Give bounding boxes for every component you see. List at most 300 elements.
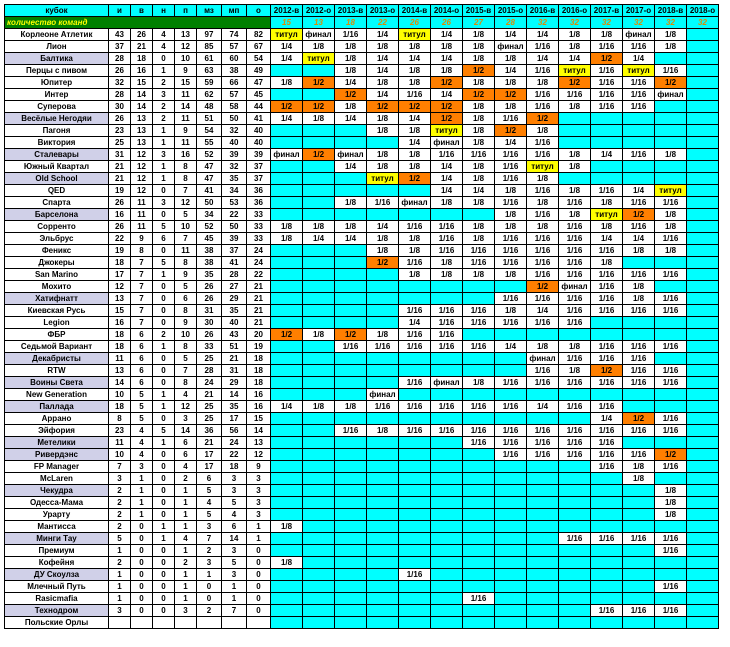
stat-cell: 15	[109, 305, 131, 317]
season-result-cell	[367, 461, 399, 473]
stat-cell: 58	[222, 101, 247, 113]
stat-cell: 9	[247, 461, 271, 473]
stat-cell: 1	[131, 509, 153, 521]
season-result-cell: 1/8	[623, 293, 655, 305]
season-result-cell: 1/16	[527, 317, 559, 329]
season-result-cell	[687, 437, 719, 449]
season-result-cell	[687, 317, 719, 329]
stat-cell: 21	[109, 173, 131, 185]
season-result-cell: 1/16	[591, 425, 623, 437]
season-result-cell	[271, 305, 303, 317]
season-result-cell: 1/16	[559, 533, 591, 545]
season-result-cell	[431, 593, 463, 605]
stat-cell: 26	[109, 65, 131, 77]
stat-cell: 45	[197, 233, 222, 245]
season-result-cell: 1/4	[399, 317, 431, 329]
stat-cell: 7	[175, 365, 197, 377]
season-result-cell	[687, 617, 719, 629]
season-result-cell: титул	[367, 173, 399, 185]
season-result-cell	[527, 473, 559, 485]
season-result-cell: 1/16	[655, 341, 687, 353]
stat-cell: 14	[222, 533, 247, 545]
season-result-cell	[655, 317, 687, 329]
stat-cell: 3	[222, 545, 247, 557]
season-result-cell: 1/8	[335, 101, 367, 113]
team-name: Мантисса	[5, 521, 109, 533]
season-result-cell	[655, 125, 687, 137]
season-result-cell: 1/16	[591, 605, 623, 617]
stat-cell: 1	[222, 581, 247, 593]
table-row	[5, 533, 719, 545]
stat-cell: 13	[131, 125, 153, 137]
season-result-cell: 1/16	[591, 65, 623, 77]
stat-cell: 8	[175, 341, 197, 353]
stat-cell: 5	[197, 485, 222, 497]
season-result-cell: 1/16	[527, 449, 559, 461]
table-row	[5, 425, 719, 437]
season-result-cell	[687, 305, 719, 317]
season-result-cell	[655, 101, 687, 113]
season-result-cell	[623, 569, 655, 581]
season-result-cell: 1/16	[335, 425, 367, 437]
season-result-cell	[527, 329, 559, 341]
season-result-cell: 1/16	[399, 401, 431, 413]
season-result-cell: титул	[527, 161, 559, 173]
stat-cell: 67	[247, 41, 271, 53]
season-result-cell: финал	[527, 353, 559, 365]
stat-cell: 8	[175, 377, 197, 389]
season-result-cell	[431, 569, 463, 581]
table-row	[5, 137, 719, 149]
season-result-cell	[463, 509, 495, 521]
stat-cell: 12	[131, 173, 153, 185]
season-result-cell: 1/8	[335, 197, 367, 209]
season-result-cell: 1/16	[463, 305, 495, 317]
season-result-cell	[271, 257, 303, 269]
season-result-cell: 1/16	[399, 377, 431, 389]
season-result-cell	[303, 497, 335, 509]
stat-cell: 11	[175, 113, 197, 125]
season-result-cell: 1/8	[559, 209, 591, 221]
season-result-cell: 1/16	[495, 173, 527, 185]
season-result-cell	[303, 89, 335, 101]
season-result-cell	[559, 605, 591, 617]
stat-cell: 26	[131, 29, 153, 41]
stat-cell: 12	[131, 149, 153, 161]
stat-cell	[247, 617, 271, 629]
table-row	[5, 509, 719, 521]
season-result-cell: финал	[367, 389, 399, 401]
season-result-cell	[623, 317, 655, 329]
season-result-cell	[623, 437, 655, 449]
stat-cell: 1	[153, 65, 175, 77]
season-result-cell	[367, 137, 399, 149]
season-result-cell: 1/16	[591, 101, 623, 113]
team-name: Суперова	[5, 101, 109, 113]
season-result-cell: 1/8	[399, 149, 431, 161]
season-result-cell	[335, 461, 367, 473]
season-result-cell: 1/4	[431, 185, 463, 197]
season-result-cell: 1/8	[623, 461, 655, 473]
season-result-cell	[655, 521, 687, 533]
season-result-cell	[367, 377, 399, 389]
season-result-cell	[687, 497, 719, 509]
season-result-cell: титул	[591, 209, 623, 221]
season-result-cell: 1/8	[335, 65, 367, 77]
season-result-cell: 1/8	[591, 221, 623, 233]
season-result-cell: 1/4	[335, 233, 367, 245]
stat-cell: 19	[109, 245, 131, 257]
season-result-cell: 1/16	[591, 341, 623, 353]
stat-cell: 1	[153, 341, 175, 353]
season-result-cell	[367, 209, 399, 221]
season-result-cell: 1/16	[591, 185, 623, 197]
season-result-cell	[495, 413, 527, 425]
season-result-cell	[335, 473, 367, 485]
stat-cell: 7	[131, 257, 153, 269]
stat-cell: 35	[222, 401, 247, 413]
season-result-cell: 1/16	[463, 425, 495, 437]
table-row	[5, 317, 719, 329]
column-header: 2012-в	[271, 5, 303, 17]
season-result-cell	[687, 353, 719, 365]
season-result-cell	[591, 545, 623, 557]
season-result-cell: 1/8	[495, 305, 527, 317]
season-result-cell: титул	[271, 29, 303, 41]
stat-cell: 3	[197, 521, 222, 533]
stat-cell: 22	[222, 209, 247, 221]
stat-cell: 1	[222, 593, 247, 605]
season-result-cell: 1/8	[591, 197, 623, 209]
season-result-cell	[591, 329, 623, 341]
season-result-cell	[655, 173, 687, 185]
season-result-cell: 1/2	[303, 77, 335, 89]
season-result-cell	[559, 593, 591, 605]
season-result-cell	[431, 449, 463, 461]
season-result-cell	[303, 485, 335, 497]
season-result-cell: 1/8	[399, 41, 431, 53]
season-result-cell	[399, 509, 431, 521]
season-result-cell: 1/16	[527, 365, 559, 377]
stat-cell: 25	[197, 353, 222, 365]
season-result-cell	[271, 497, 303, 509]
season-result-cell: 1/8	[495, 269, 527, 281]
season-result-cell	[623, 521, 655, 533]
season-result-cell: 1/16	[655, 197, 687, 209]
stat-cell: 11	[131, 209, 153, 221]
stat-cell: 10	[109, 389, 131, 401]
season-result-cell	[271, 581, 303, 593]
season-result-cell	[271, 317, 303, 329]
season-result-cell: 1/8	[655, 485, 687, 497]
season-result-cell: 1/8	[303, 41, 335, 53]
season-result-cell: 1/4	[431, 173, 463, 185]
season-result-cell: 1/8	[399, 233, 431, 245]
column-header: н	[153, 5, 175, 17]
team-name: RTW	[5, 365, 109, 377]
season-result-cell: 1/2	[431, 113, 463, 125]
stat-cell: 28	[109, 53, 131, 65]
team-name: Премиум	[5, 545, 109, 557]
season-result-cell	[591, 521, 623, 533]
season-result-cell: 1/8	[463, 41, 495, 53]
season-result-cell	[271, 617, 303, 629]
season-result-cell	[303, 137, 335, 149]
season-result-cell: 1/4	[399, 53, 431, 65]
season-result-cell	[399, 485, 431, 497]
season-result-cell: 1/16	[623, 449, 655, 461]
season-result-cell	[655, 437, 687, 449]
team-name: Кофейня	[5, 557, 109, 569]
season-result-cell	[399, 209, 431, 221]
season-result-cell	[303, 293, 335, 305]
stat-cell: 1	[153, 389, 175, 401]
season-result-cell	[463, 533, 495, 545]
season-result-cell: 1/4	[431, 89, 463, 101]
stat-cell: 3	[222, 485, 247, 497]
season-result-cell	[303, 317, 335, 329]
stat-cell: 37	[222, 245, 247, 257]
stat-cell: 13	[131, 137, 153, 149]
season-result-cell	[399, 281, 431, 293]
season-result-cell	[463, 521, 495, 533]
stat-cell: 1	[247, 521, 271, 533]
stat-cell: 8	[131, 245, 153, 257]
stat-cell: 1	[175, 593, 197, 605]
season-result-cell	[335, 125, 367, 137]
season-result-cell: 1/8	[463, 161, 495, 173]
table-row	[5, 365, 719, 377]
season-result-cell	[687, 461, 719, 473]
season-result-cell: 1/16	[527, 149, 559, 161]
season-result-cell: 1/16	[591, 89, 623, 101]
column-header: о	[247, 5, 271, 17]
stat-cell: 5	[175, 353, 197, 365]
season-result-cell: 1/8	[463, 53, 495, 65]
stat-cell: 51	[222, 341, 247, 353]
season-result-cell: 1/16	[527, 257, 559, 269]
season-result-cell: 1/16	[559, 425, 591, 437]
season-result-cell: 1/8	[367, 425, 399, 437]
stat-cell: 14	[175, 425, 197, 437]
stat-cell: 9	[175, 317, 197, 329]
season-result-cell: 1/8	[399, 245, 431, 257]
stat-cell: 26	[197, 293, 222, 305]
stat-cell: 1	[153, 125, 175, 137]
season-result-cell	[303, 365, 335, 377]
stat-cell: 35	[197, 269, 222, 281]
stat-cell: 0	[153, 449, 175, 461]
season-result-cell: 1/16	[559, 305, 591, 317]
season-result-cell: 1/8	[495, 53, 527, 65]
team-name: Лион	[5, 41, 109, 53]
stat-cell: 5	[131, 389, 153, 401]
stat-cell: 50	[197, 197, 222, 209]
stat-cell: 6	[175, 437, 197, 449]
stat-cell: 50	[222, 221, 247, 233]
season-result-cell: финал	[431, 137, 463, 149]
season-result-cell: 1/8	[335, 401, 367, 413]
season-result-cell	[271, 173, 303, 185]
season-result-cell: 1/8	[271, 557, 303, 569]
season-result-cell: 1/8	[367, 125, 399, 137]
season-result-cell	[559, 545, 591, 557]
season-result-cell: 1/16	[655, 425, 687, 437]
season-result-cell: 1/8	[303, 401, 335, 413]
season-result-cell: 1/2	[495, 125, 527, 137]
stat-cell: 0	[131, 569, 153, 581]
team-name: Весёлые Негодяи	[5, 113, 109, 125]
stat-cell: 2	[109, 485, 131, 497]
season-result-cell	[367, 533, 399, 545]
stat-cell: 39	[222, 233, 247, 245]
season-result-cell	[495, 329, 527, 341]
stat-cell: 1	[153, 533, 175, 545]
team-name: Барселона	[5, 209, 109, 221]
team-count-cell: 22	[367, 17, 399, 29]
season-result-cell: 1/16	[463, 401, 495, 413]
season-result-cell: 1/16	[527, 425, 559, 437]
season-result-cell: 1/16	[655, 65, 687, 77]
stat-cell: 0	[153, 413, 175, 425]
season-result-cell	[591, 569, 623, 581]
table-row	[5, 401, 719, 413]
season-result-cell	[591, 509, 623, 521]
season-result-cell	[271, 389, 303, 401]
season-result-cell: 1/8	[559, 185, 591, 197]
season-result-cell	[559, 569, 591, 581]
team-name: Чекудра	[5, 485, 109, 497]
stat-cell: 0	[153, 509, 175, 521]
season-result-cell	[335, 185, 367, 197]
season-result-cell	[431, 533, 463, 545]
season-result-cell	[399, 437, 431, 449]
season-result-cell: 1/8	[463, 137, 495, 149]
season-result-cell: 1/2	[591, 365, 623, 377]
season-result-cell	[399, 521, 431, 533]
season-result-cell: 1/16	[655, 377, 687, 389]
season-result-cell	[367, 569, 399, 581]
column-header: 2013-в	[335, 5, 367, 17]
season-result-cell	[463, 413, 495, 425]
season-result-cell	[335, 569, 367, 581]
stat-cell	[131, 617, 153, 629]
stat-cell: 25	[197, 401, 222, 413]
season-result-cell: 1/8	[559, 149, 591, 161]
season-result-cell	[687, 449, 719, 461]
season-result-cell: 1/8	[495, 185, 527, 197]
table-row	[5, 605, 719, 617]
team-name: Ривердэнс	[5, 449, 109, 461]
season-result-cell	[271, 185, 303, 197]
season-result-cell	[303, 533, 335, 545]
season-result-cell: финал	[623, 29, 655, 41]
season-result-cell	[527, 545, 559, 557]
season-result-cell	[559, 485, 591, 497]
stat-cell: 1	[131, 473, 153, 485]
season-result-cell: 1/16	[655, 545, 687, 557]
season-result-cell: 1/16	[591, 461, 623, 473]
stat-cell: 14	[109, 377, 131, 389]
stat-cell: 5	[153, 221, 175, 233]
season-result-cell	[303, 197, 335, 209]
stat-cell: 12	[175, 401, 197, 413]
season-result-cell: 1/8	[367, 329, 399, 341]
season-result-cell: 1/8	[559, 41, 591, 53]
table-row	[5, 65, 719, 77]
stat-cell: 2	[109, 557, 131, 569]
table-row	[5, 89, 719, 101]
stat-cell: 85	[197, 41, 222, 53]
season-result-cell: финал	[431, 377, 463, 389]
season-result-cell: 1/16	[591, 449, 623, 461]
season-result-cell	[399, 497, 431, 509]
season-result-cell	[303, 185, 335, 197]
season-result-cell	[687, 29, 719, 41]
table-row	[5, 461, 719, 473]
season-result-cell: 1/2	[271, 101, 303, 113]
season-result-cell	[271, 137, 303, 149]
season-result-cell	[495, 461, 527, 473]
season-result-cell: 1/16	[591, 437, 623, 449]
stat-cell: 12	[131, 161, 153, 173]
stat-cell: 41	[247, 113, 271, 125]
stat-cell: 0	[247, 605, 271, 617]
season-result-cell	[271, 365, 303, 377]
season-result-cell: 1/16	[559, 245, 591, 257]
season-result-cell	[335, 545, 367, 557]
season-result-cell: 1/16	[623, 533, 655, 545]
table-row	[5, 29, 719, 41]
season-result-cell	[495, 533, 527, 545]
stat-cell: 0	[247, 569, 271, 581]
season-result-cell: 1/4	[367, 53, 399, 65]
stat-cell: 12	[175, 197, 197, 209]
season-result-cell	[463, 497, 495, 509]
season-result-cell	[367, 281, 399, 293]
season-result-cell	[527, 533, 559, 545]
season-result-cell: финал	[559, 281, 591, 293]
season-result-cell	[687, 569, 719, 581]
season-result-cell: 1/16	[463, 317, 495, 329]
season-result-cell: 1/16	[655, 233, 687, 245]
season-result-cell	[687, 53, 719, 65]
stat-cell: 48	[197, 101, 222, 113]
season-result-cell: 1/16	[559, 293, 591, 305]
stat-cell: 0	[247, 545, 271, 557]
season-result-cell	[335, 377, 367, 389]
stat-cell: 40	[247, 137, 271, 149]
stat-cell: 3	[247, 497, 271, 509]
team-name: Спарта	[5, 197, 109, 209]
team-name: Балтика	[5, 53, 109, 65]
stat-cell: 66	[222, 77, 247, 89]
stat-cell: 9	[175, 269, 197, 281]
season-result-cell	[335, 449, 367, 461]
stat-cell: 8	[175, 305, 197, 317]
season-result-cell	[687, 101, 719, 113]
season-result-cell	[303, 413, 335, 425]
stat-cell: 4	[131, 437, 153, 449]
season-result-cell: 1/16	[431, 401, 463, 413]
season-result-cell: 1/4	[399, 137, 431, 149]
season-result-cell: 1/4	[559, 53, 591, 65]
season-result-cell	[303, 581, 335, 593]
season-result-cell	[367, 317, 399, 329]
season-result-cell	[399, 473, 431, 485]
stat-cell: 21	[247, 317, 271, 329]
season-result-cell: 1/16	[591, 401, 623, 413]
